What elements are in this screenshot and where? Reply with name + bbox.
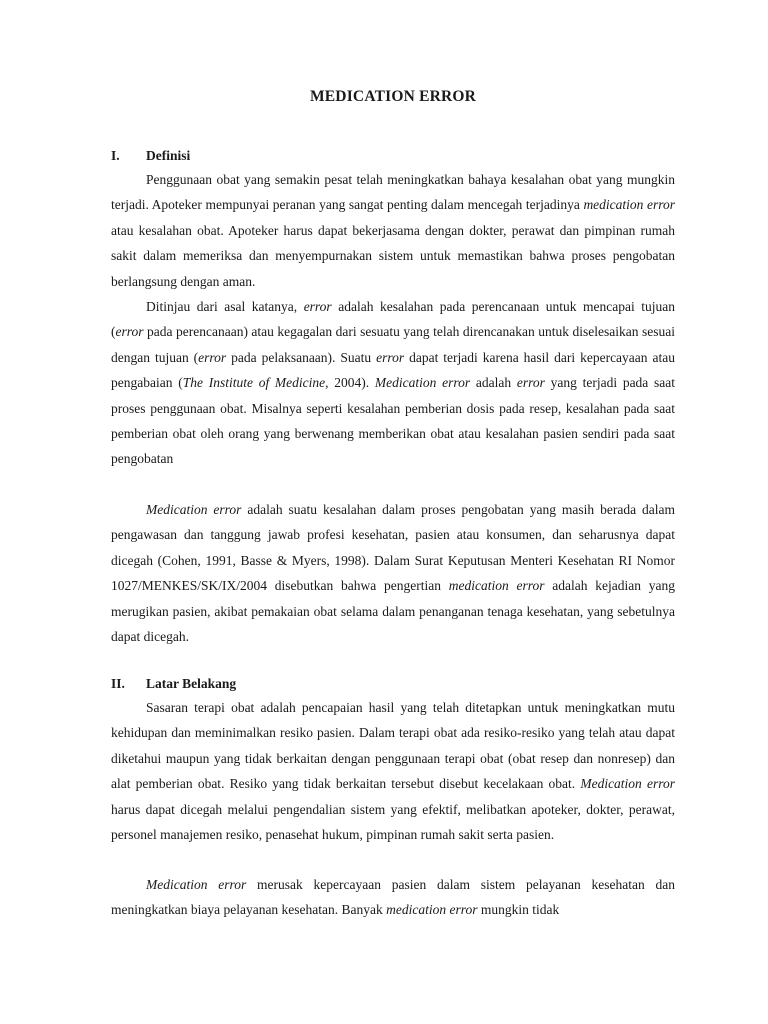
paragraph-latar-2: Medication error merusak kepercayaan pasien dalam sistem pelayanan kesehatan dan meningkatkan biaya pelayanan kesehatan. Banyak medication error mungkin tidak <box>111 877 676 918</box>
section-heading-definisi <box>111 148 190 164</box>
paragraph-definisi-3: Medication error adalah suatu kesalahan dalam proses pengobatan yang masih berada dalam pengawasan dan tanggung jawab profesi kesehatan, pasien atau konsumen, dan seharusnya dapat dicegah (Cohen, 1991, Basse & Myers, 1998). Dalam Surat Keputusan Menteri Kesehatan RI Nomor 1027/MENKES/SK/IX/2004 disebutkan bahwa pengertian medication error adalah kejadian yang merugikan pasien, akibat pemakaian obat selama dalam penanganan tenaga kesehatan, yang sebetulnya dapat dicegah. <box>111 502 675 645</box>
italic-term: The Institute of Medicine <box>182 375 326 391</box>
section-number: II. <box>111 676 125 691</box>
paragraph-latar-1: Sasaran terapi obat adalah pencapaian hasil yang telah ditetapkan untuk meningkatkan mutu kehidupan dan meminimalkan resiko pasien. Dalam terapi obat ada resiko-resiko yang telah atau dapat diketahui maupun yang tidak berkaitan dengan penggunaan terapi obat (obat resep dan nonresep) dan alat pemberian obat. Resiko yang tidak berkaitan tersebut disebut kecelakaan obat. Medication error harus dapat dicegah melalui pengendalian sistem yang efektif, melibatkan apoteker, dokter, perawat, personel manajemen resiko, penasehat hukum, pimpinan rumah sakit serta pasien. <box>111 700 675 843</box>
italic-term: medication error <box>448 578 545 594</box>
italic-term: error <box>376 349 405 365</box>
section-title: Latar Belakang <box>146 676 237 691</box>
italic-term: error <box>516 375 545 391</box>
italic-term: error <box>115 324 144 340</box>
section-heading-latar-belakang <box>111 676 236 692</box>
italic-term: error <box>303 299 332 314</box>
italic-term: error <box>198 349 227 365</box>
page-title: MEDICATION ERROR <box>309 88 477 105</box>
italic-term: Medication error <box>580 776 675 792</box>
italic-term: medication error <box>386 902 478 918</box>
paragraph-definisi-1: Penggunaan obat yang semakin pesat telah meningkatkan bahaya kesalahan obat yang mungkin terjadi. Apoteker mempunyai peranan yang sangat penting dalam mencegah terjadinya medication error atau kesalahan obat. Apoteker harus dapat bekerjasama dengan dokter, perawat dan pimpinan rumah sakit dalam memeriksa dan menyempurnakan sistem untuk memastikan bahwa proses pengobatan berlangsung dengan aman. <box>111 172 675 289</box>
italic-term: Medication error <box>146 502 242 517</box>
italic-term: Medication error <box>374 375 471 391</box>
italic-term: medication error <box>583 197 675 213</box>
italic-term: Medication error <box>146 877 247 892</box>
section-number: I. <box>111 148 120 163</box>
section-title: Definisi <box>146 148 191 163</box>
paragraph-definisi-2: Ditinjau dari asal katanya, error adalah kesalahan pada perencanaan untuk mencapai tujuan (error pada perencanaan) atau kegagalan dari sesuatu yang telah direncanakan untuk diselesaikan sesuai dengan tujuan (error pada pelaksanaan). Suatu error dapat terjadi karena hasil dari kepercayaan atau pengabaian (The Institute of Medicine, 2004). Medication error adalah error yang terjadi pada saat proses penggunaan obat. Misalnya seperti kesalahan pemberian dosis pada resep, kesalahan pada saat pemberian obat oleh orang yang berwenang memberikan obat atau kesalahan pasien sendiri pada saat pengobatan <box>111 299 676 467</box>
